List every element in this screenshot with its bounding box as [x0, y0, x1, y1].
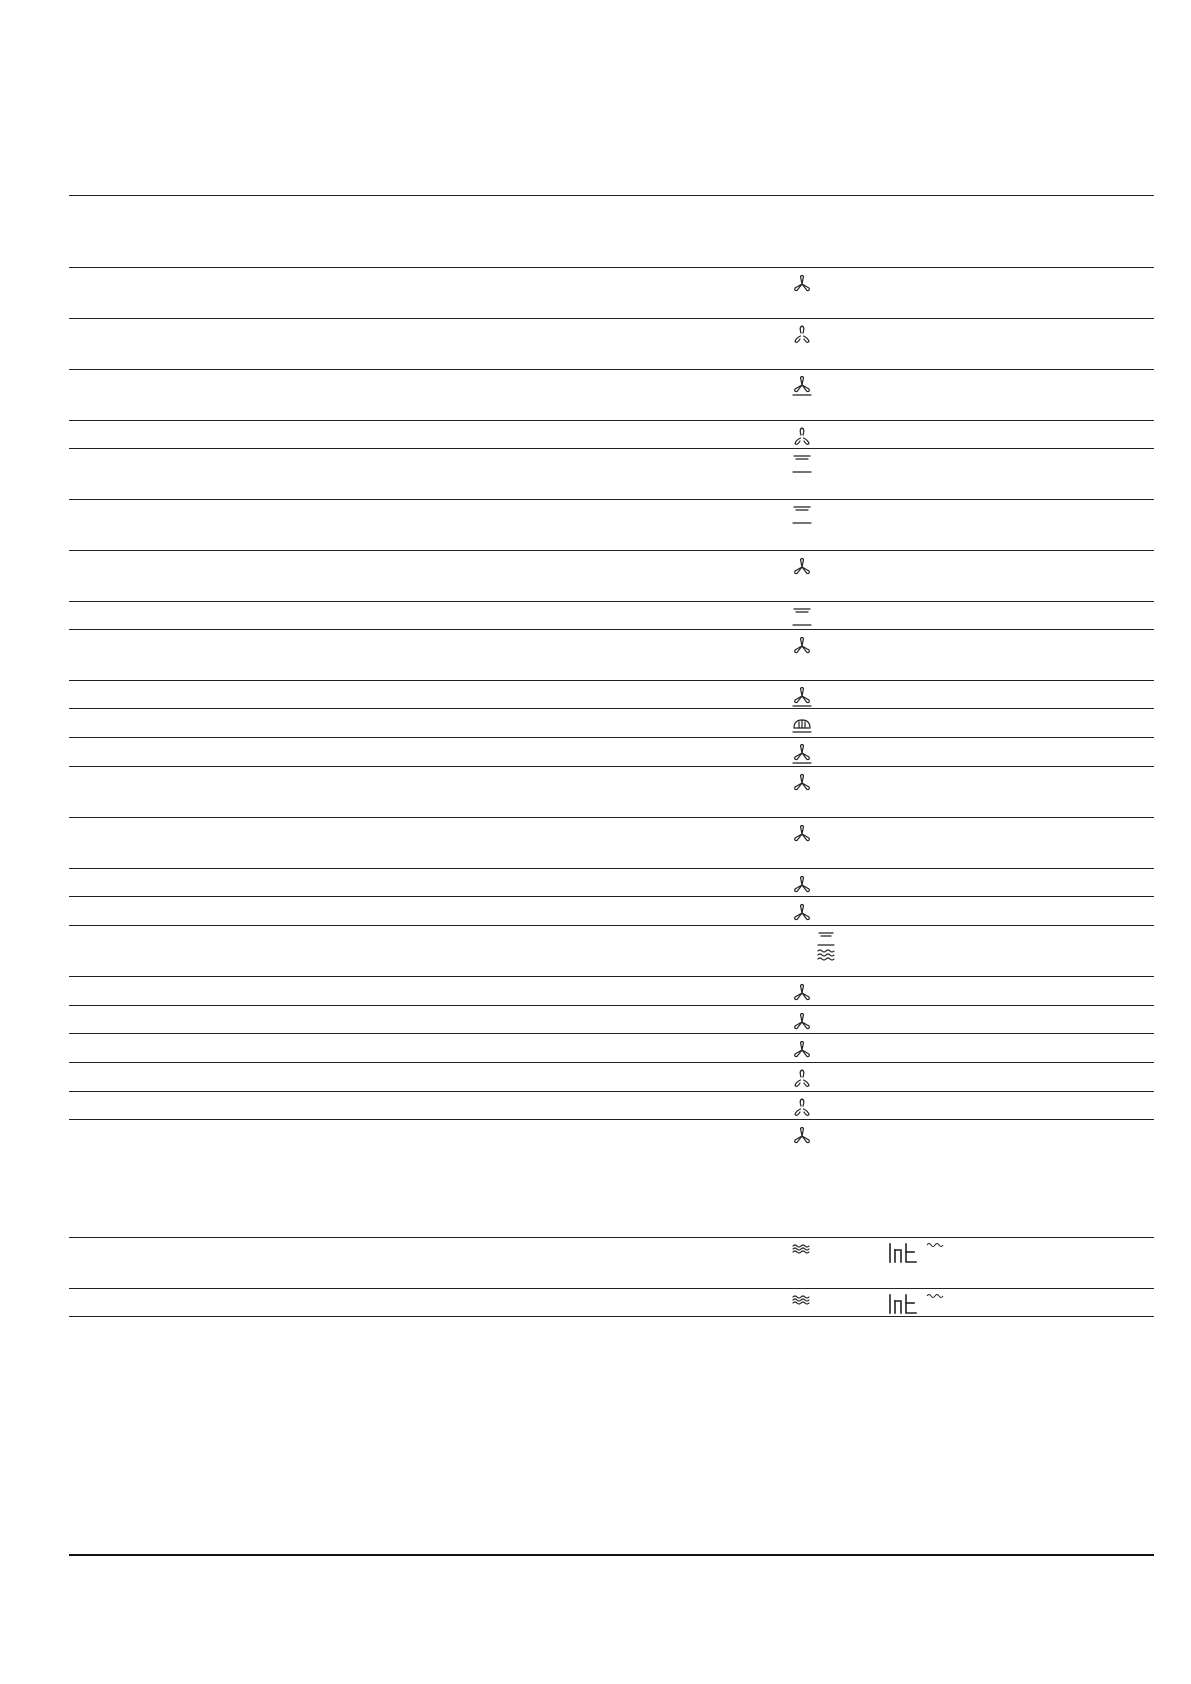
row-divider	[69, 448, 1154, 449]
row-divider	[69, 601, 1154, 602]
row-divider	[69, 708, 1154, 709]
row-divider	[69, 550, 1154, 551]
fan-icon	[790, 901, 814, 925]
row-divider	[69, 1237, 1154, 1238]
grill-icon	[790, 1242, 814, 1266]
fan-icon	[790, 822, 814, 846]
top-bottom-heat-icon	[790, 606, 814, 630]
row-divider	[69, 868, 1154, 869]
fan-bottom-heat-icon	[790, 685, 814, 709]
fan-icon	[790, 1124, 814, 1148]
tilde-icon	[926, 1241, 944, 1249]
fan-icon	[790, 634, 814, 658]
top-bottom-heat-icon	[790, 453, 814, 477]
row-divider	[69, 629, 1154, 630]
row-divider	[69, 1005, 1154, 1006]
row-divider	[69, 369, 1154, 370]
tilde-icon	[926, 1292, 944, 1300]
fan-icon	[790, 1038, 814, 1062]
fan-icon	[790, 873, 814, 897]
row-divider	[69, 680, 1154, 681]
row-divider	[69, 1062, 1154, 1063]
top-bottom-grill-heat-icon	[814, 930, 838, 970]
header-bottom-rule	[69, 267, 1154, 268]
fan-icon	[790, 555, 814, 579]
fan-icon	[790, 981, 814, 1005]
row-divider	[69, 499, 1154, 500]
top-bottom-heat-icon	[790, 504, 814, 528]
fan-icon	[790, 272, 814, 296]
row-divider	[69, 1033, 1154, 1034]
fan-outline-icon	[790, 323, 814, 347]
row-divider	[69, 976, 1154, 977]
fan-icon	[790, 1010, 814, 1034]
row-divider	[69, 420, 1154, 421]
pizza-setting-icon	[790, 713, 814, 737]
row-divider	[69, 925, 1154, 926]
table-bottom-rule	[69, 1316, 1154, 1317]
row-divider	[69, 737, 1154, 738]
fan-outline-icon	[790, 1067, 814, 1091]
row-divider	[69, 766, 1154, 767]
fan-icon	[790, 771, 814, 795]
footer-rule	[69, 1554, 1154, 1556]
row-divider	[69, 1119, 1154, 1120]
grill-icon	[790, 1293, 814, 1317]
row-divider	[69, 817, 1154, 818]
row-divider	[69, 1091, 1154, 1092]
row-divider	[69, 1288, 1154, 1289]
row-divider	[69, 318, 1154, 319]
fan-bottom-heat-icon	[790, 374, 814, 398]
int-display-icon	[888, 1293, 920, 1315]
table-top-rule	[69, 195, 1154, 196]
int-display-icon	[888, 1242, 920, 1264]
row-divider	[69, 896, 1154, 897]
fan-bottom-heat-icon	[790, 742, 814, 766]
fan-outline-icon	[790, 1096, 814, 1120]
fan-outline-icon	[790, 425, 814, 449]
